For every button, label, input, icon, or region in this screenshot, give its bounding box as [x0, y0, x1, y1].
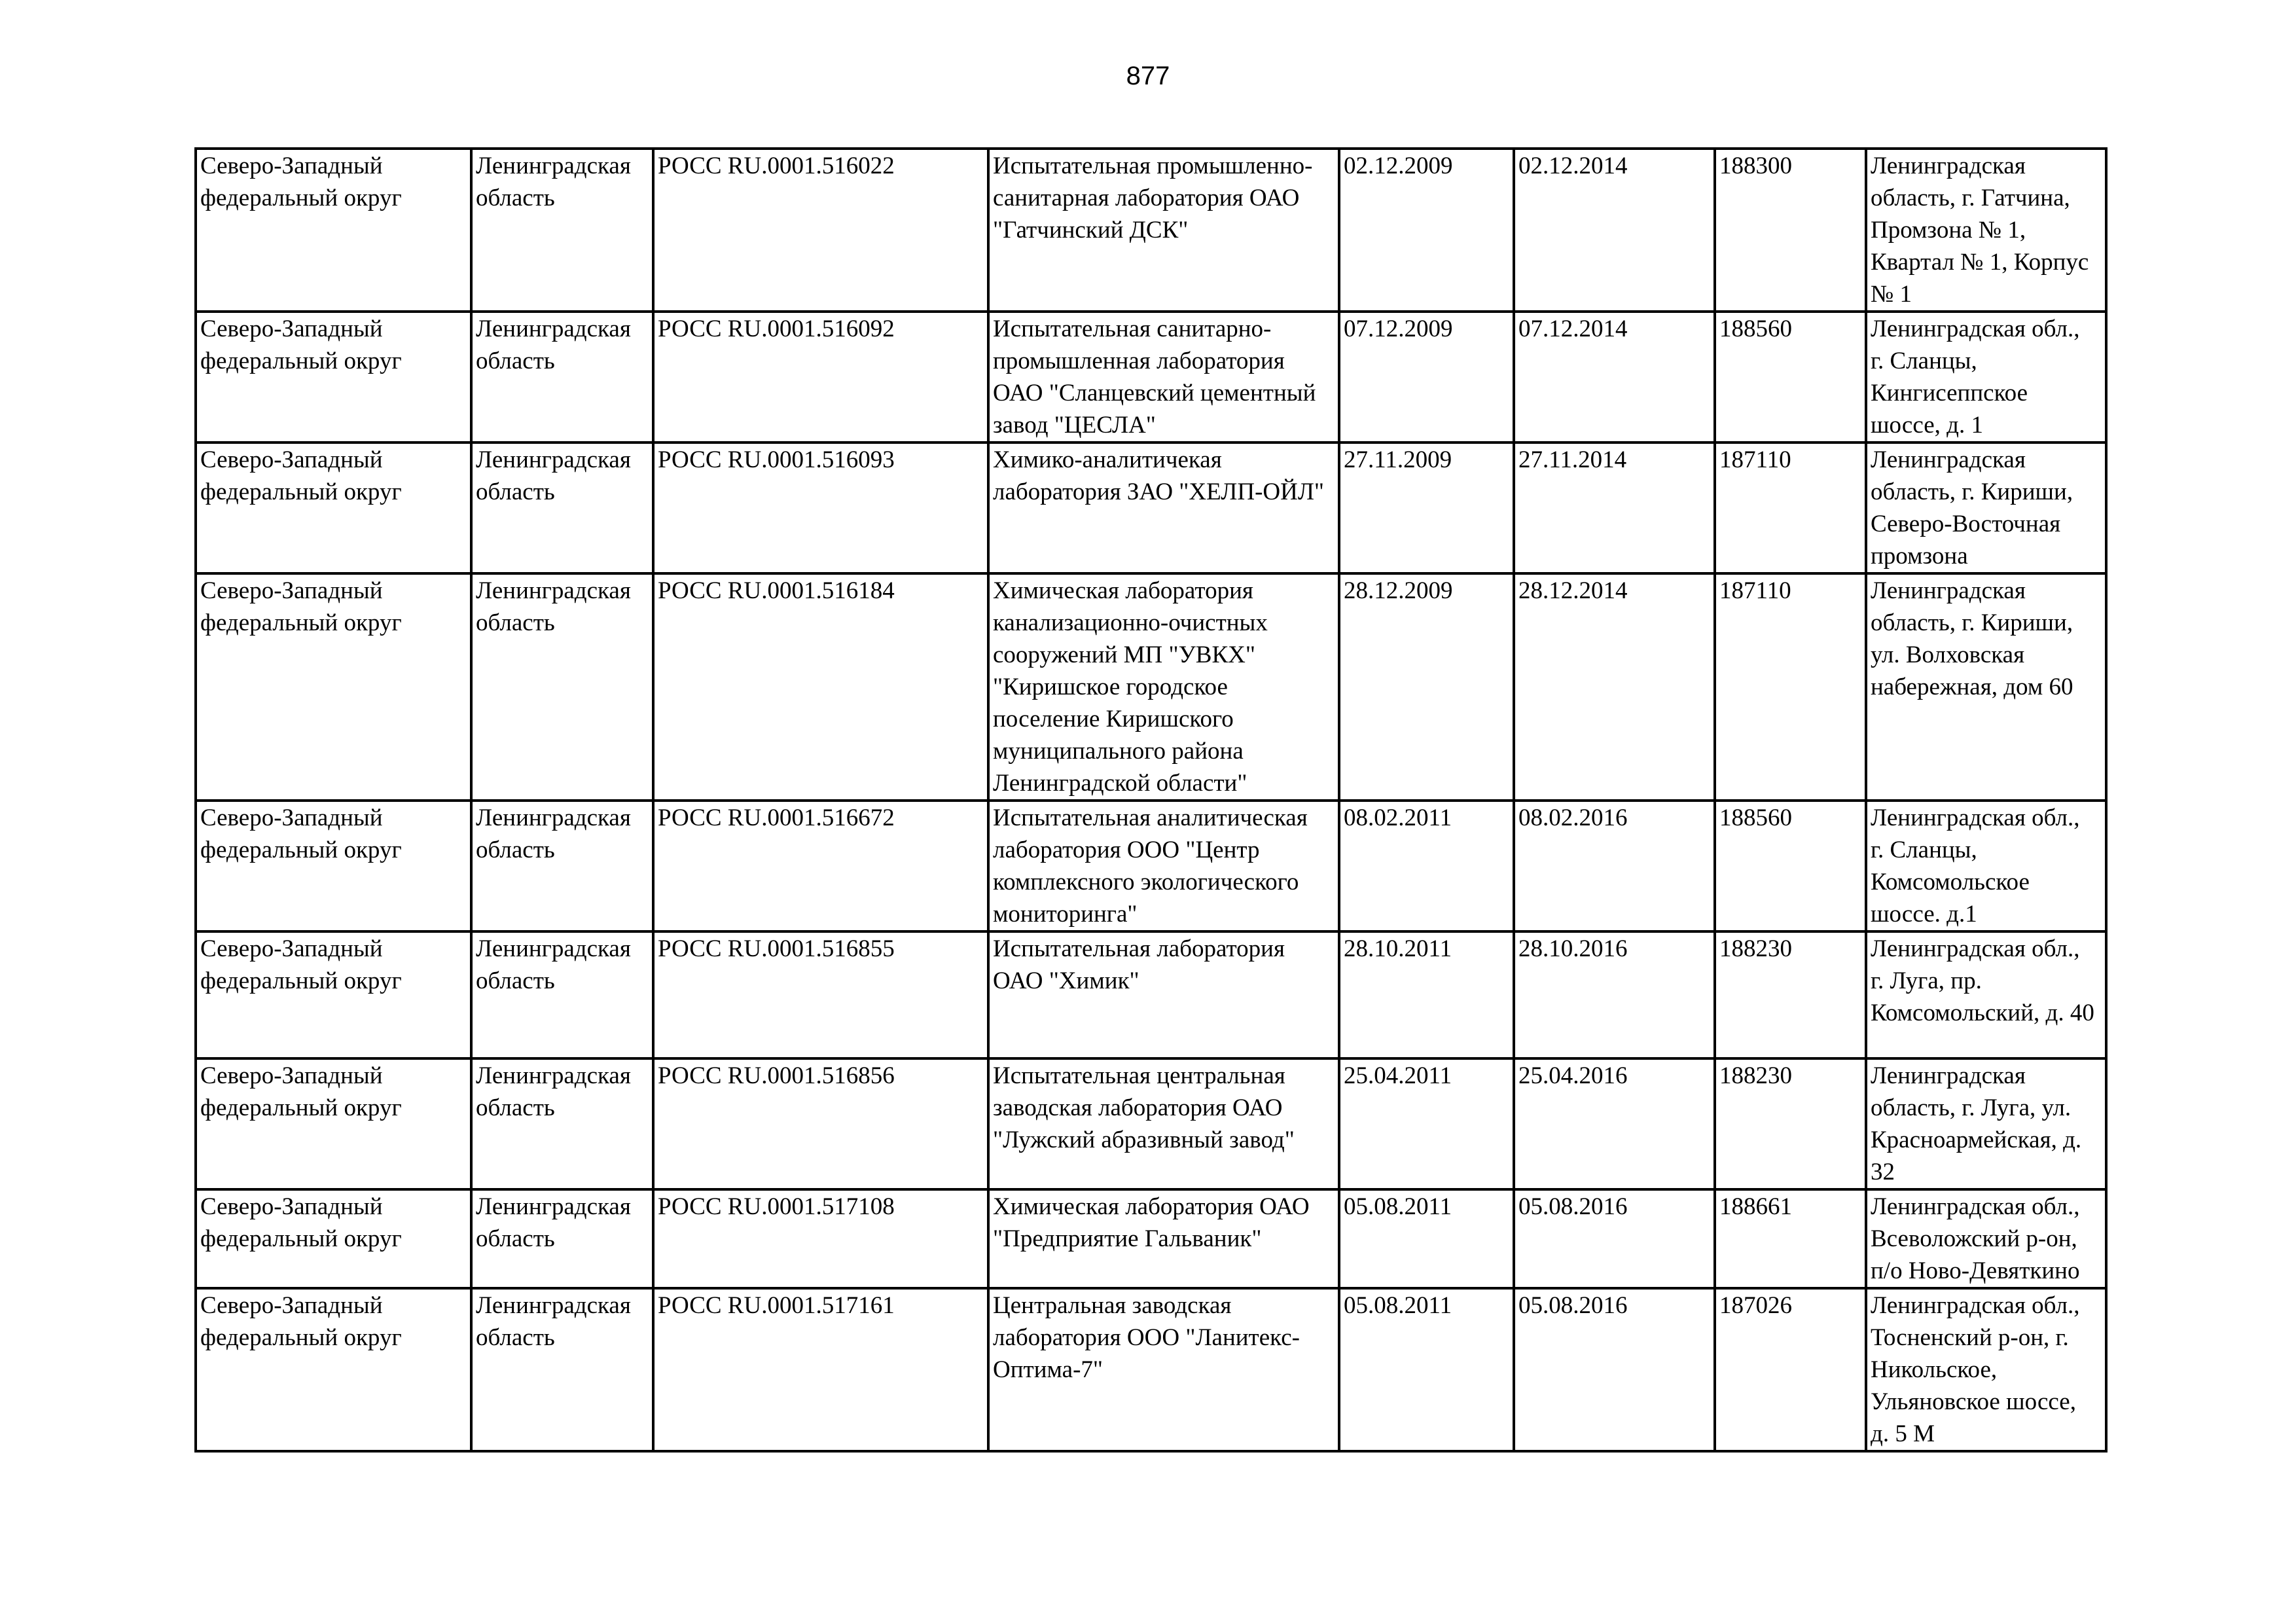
- table-row: [196, 149, 2106, 312]
- cell-region: Ленинградская область: [471, 1058, 653, 1189]
- cell-registration-number: РОСС RU.0001.517161: [653, 1288, 988, 1451]
- cell-date-to: 07.12.2014: [1514, 312, 1715, 442]
- cell-laboratory-name: Испытательная лаборатория ОАО "Химик": [988, 931, 1339, 1058]
- cell-date-from: 08.02.2011: [1339, 801, 1514, 931]
- cell-address: Ленинградская обл., г. Сланцы, Кингисеппское шоссе, д. 1: [1866, 312, 2106, 442]
- cell-address: Ленинградская область, г. Кириши, ул. Волховская набережная, дом 60: [1866, 573, 2106, 801]
- cell-postal-code: 188230: [1715, 931, 1866, 1058]
- cell-date-from: 25.04.2011: [1339, 1058, 1514, 1189]
- cell-region: Ленинградская область: [471, 801, 653, 931]
- page-number: 877: [1126, 62, 1170, 90]
- cell-region: Ленинградская область: [471, 149, 653, 312]
- cell-date-to: 08.02.2016: [1514, 801, 1715, 931]
- cell-postal-code: 187110: [1715, 442, 1866, 573]
- cell-laboratory-name: Центральная заводская лаборатория ООО "Ланитекс- Оптима-7": [988, 1288, 1339, 1451]
- cell-postal-code: 188560: [1715, 312, 1866, 442]
- cell-laboratory-name: Испытательная аналитическая лаборатория ООО "Центр комплексного экологического мониторинга": [988, 801, 1339, 931]
- cell-region: Ленинградская область: [471, 1189, 653, 1288]
- cell-postal-code: 188661: [1715, 1189, 1866, 1288]
- table-row: [196, 801, 2106, 931]
- cell-date-to: 05.08.2016: [1514, 1288, 1715, 1451]
- cell-federal-district: Северо-Западный федеральный округ: [196, 1189, 471, 1288]
- cell-federal-district: Северо-Западный федеральный округ: [196, 1288, 471, 1451]
- cell-address: Ленинградская обл., Всеволожский р-он, п/о Ново-Девяткино: [1866, 1189, 2106, 1288]
- cell-registration-number: РОСС RU.0001.516672: [653, 801, 988, 931]
- cell-postal-code: 188230: [1715, 1058, 1866, 1189]
- table-row: [196, 573, 2106, 801]
- cell-registration-number: РОСС RU.0001.516092: [653, 312, 988, 442]
- cell-federal-district: Северо-Западный федеральный округ: [196, 149, 471, 312]
- cell-date-to: 05.08.2016: [1514, 1189, 1715, 1288]
- table-row: [196, 1189, 2106, 1288]
- cell-region: Ленинградская область: [471, 312, 653, 442]
- table-row: [196, 931, 2106, 1058]
- cell-region: Ленинградская область: [471, 931, 653, 1058]
- cell-region: Ленинградская область: [471, 573, 653, 801]
- cell-date-from: 02.12.2009: [1339, 149, 1514, 312]
- cell-address: Ленинградская обл., Тосненский р-он, г. Никольское, Ульяновское шоссе, д. 5 М: [1866, 1288, 2106, 1451]
- cell-date-from: 28.10.2011: [1339, 931, 1514, 1058]
- cell-address: Ленинградская область, г. Гатчина, Промзона № 1, Квартал № 1, Корпус № 1: [1866, 149, 2106, 312]
- cell-date-from: 05.08.2011: [1339, 1288, 1514, 1451]
- cell-date-to: 25.04.2016: [1514, 1058, 1715, 1189]
- cell-laboratory-name: Испытательная центральная заводская лаборатория ОАО "Лужский абразивный завод": [988, 1058, 1339, 1189]
- table-row: [196, 1058, 2106, 1189]
- cell-date-from: 28.12.2009: [1339, 573, 1514, 801]
- cell-registration-number: РОСС RU.0001.516022: [653, 149, 988, 312]
- cell-postal-code: 188560: [1715, 801, 1866, 931]
- cell-laboratory-name: Химико-аналитичекая лаборатория ЗАО "ХЕЛП-ОЙЛ": [988, 442, 1339, 573]
- cell-postal-code: 188300: [1715, 149, 1866, 312]
- laboratory-registry-table: [194, 147, 2108, 1453]
- cell-address: Ленинградская обл., г. Сланцы, Комсомольское шоссе. д.1: [1866, 801, 2106, 931]
- table-row: [196, 312, 2106, 442]
- cell-laboratory-name: Испытательная санитарно- промышленная лаборатория ОАО "Сланцевский цементный завод "ЦЕСЛА": [988, 312, 1339, 442]
- cell-address: Ленинградская область, г. Кириши, Северо-Восточная промзона: [1866, 442, 2106, 573]
- cell-federal-district: Северо-Западный федеральный округ: [196, 1058, 471, 1189]
- cell-region: Ленинградская область: [471, 442, 653, 573]
- cell-postal-code: 187110: [1715, 573, 1866, 801]
- cell-address: Ленинградская обл., г. Луга, пр. Комсомольский, д. 40: [1866, 931, 2106, 1058]
- cell-registration-number: РОСС RU.0001.516093: [653, 442, 988, 573]
- cell-date-from: 05.08.2011: [1339, 1189, 1514, 1288]
- cell-date-to: 28.10.2016: [1514, 931, 1715, 1058]
- cell-federal-district: Северо-Западный федеральный округ: [196, 931, 471, 1058]
- cell-laboratory-name: Химическая лаборатория канализационно-очистных сооружений МП "УВКХ" "Киришское городское поселение Киришского муниципального района Ленинградской области": [988, 573, 1339, 801]
- cell-date-from: 07.12.2009: [1339, 312, 1514, 442]
- cell-laboratory-name: Испытательная промышленно- санитарная лаборатория ОАО "Гатчинский ДСК": [988, 149, 1339, 312]
- cell-region: Ленинградская область: [471, 1288, 653, 1451]
- cell-registration-number: РОСС RU.0001.516856: [653, 1058, 988, 1189]
- cell-date-to: 27.11.2014: [1514, 442, 1715, 573]
- cell-federal-district: Северо-Западный федеральный округ: [196, 573, 471, 801]
- cell-federal-district: Северо-Западный федеральный округ: [196, 312, 471, 442]
- cell-date-from: 27.11.2009: [1339, 442, 1514, 573]
- cell-registration-number: РОСС RU.0001.516855: [653, 931, 988, 1058]
- cell-postal-code: 187026: [1715, 1288, 1866, 1451]
- table-row: [196, 1288, 2106, 1451]
- cell-federal-district: Северо-Западный федеральный округ: [196, 801, 471, 931]
- cell-registration-number: РОСС RU.0001.517108: [653, 1189, 988, 1288]
- cell-laboratory-name: Химическая лаборатория ОАО "Предприятие Гальваник": [988, 1189, 1339, 1288]
- cell-federal-district: Северо-Западный федеральный округ: [196, 442, 471, 573]
- cell-registration-number: РОСС RU.0001.516184: [653, 573, 988, 801]
- cell-address: Ленинградская область, г. Луга, ул. Красноармейская, д. 32: [1866, 1058, 2106, 1189]
- table-row: [196, 442, 2106, 573]
- cell-date-to: 02.12.2014: [1514, 149, 1715, 312]
- cell-date-to: 28.12.2014: [1514, 573, 1715, 801]
